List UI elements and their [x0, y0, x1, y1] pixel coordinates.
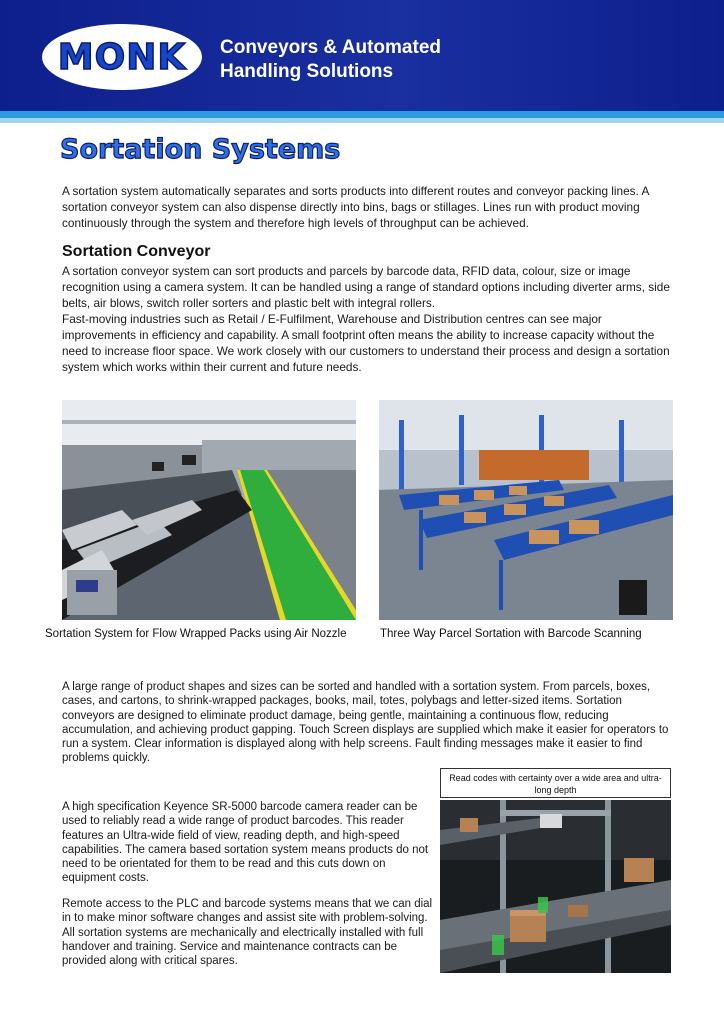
intro-paragraph: A sortation system automatically separates and sorts products into different routes and conveyor packing lines. A sortation conveyor system can also dispense directly into bins, bags or stillages. Lines run with product moving continuously through the system and therefore high levels of throughput can be achieved.	[62, 184, 649, 230]
caption-barcode-scanning: Three Way Parcel Sortation with Barcode Scanning	[380, 628, 642, 640]
section-heading: Sortation Conveyor	[62, 243, 211, 260]
body-paragraph-remote-access: Remote access to the PLC and barcode systems means that we can dial in to make minor software changes and assist site with problem-solving. All sortation systems are mechanically and electrically installed with full handover and training. Service and maintenance contracts can be provided along with critical spares.	[62, 898, 433, 968]
section-body-2: Fast-moving industries such as Retail / E-Fulfilment, Warehouse and Distribution centres can see major improvements in efficiency and capability. A small footprint often means the ability to increase capacity without the need to increase floor space. We work closely with our customers to understand their process and design a sortation system which works within their current and future needs.	[62, 312, 670, 374]
tagline-line-1: Conveyors & Automated	[220, 37, 441, 58]
photo-three-way-sortation	[379, 400, 673, 620]
tagline-line-2: Handling Solutions	[220, 61, 394, 82]
photo-air-nozzle-sortation	[62, 400, 356, 620]
header-stripe	[0, 111, 724, 118]
callout-box: Read codes with certainty over a wide area and ultra-long depth	[440, 768, 671, 798]
monk-logo	[42, 24, 202, 90]
section-body	[62, 263, 674, 375]
tagline	[220, 36, 520, 84]
body-paragraph-keyence: A high specification Keyence SR-5000 barcode camera reader can be used to reliably read a wide range of product barcodes. This reader features an Ultra-wide field of view, reading depth, and high-speed capabilities. The camera based sortation system means products do not need to be orientated for them to be read and this cuts down on equipment costs.	[62, 801, 429, 885]
caption-air-nozzle: Sortation System for Flow Wrapped Packs using Air Nozzle	[45, 628, 347, 640]
photo-barcode-camera	[440, 800, 671, 973]
logo-text: MONK	[57, 36, 187, 78]
body-paragraph-3: A large range of product shapes and sizes can be sorted and handled with a sortation system. From parcels, boxes, cases, and cartons, to shrink-wrapped packages, books, mail, totes, polybags and letter-sized items. Sortation conveyors are designed to eliminate product damage, being gentle, maintaining a continuous flow, reducing accumulation, and achieving product gapping. Touch Screen displays are supplied which make it easier for operators to run a system. Clear information is displayed along with help screens. Fault finding messages make it easier to find problems quickly.	[62, 681, 669, 765]
header-stripe-light	[0, 118, 724, 123]
section-body-1: A sortation conveyor system can sort products and parcels by barcode data, RFID data, colour, size or image recognition using a camera system. It can be handled using a range of standard options including diverter arms, side belts, air blows, switch roller sorters and plastic belt with integral rollers.	[62, 264, 670, 310]
header-banner	[0, 0, 724, 111]
page-title: Sortation Systems	[60, 134, 341, 165]
